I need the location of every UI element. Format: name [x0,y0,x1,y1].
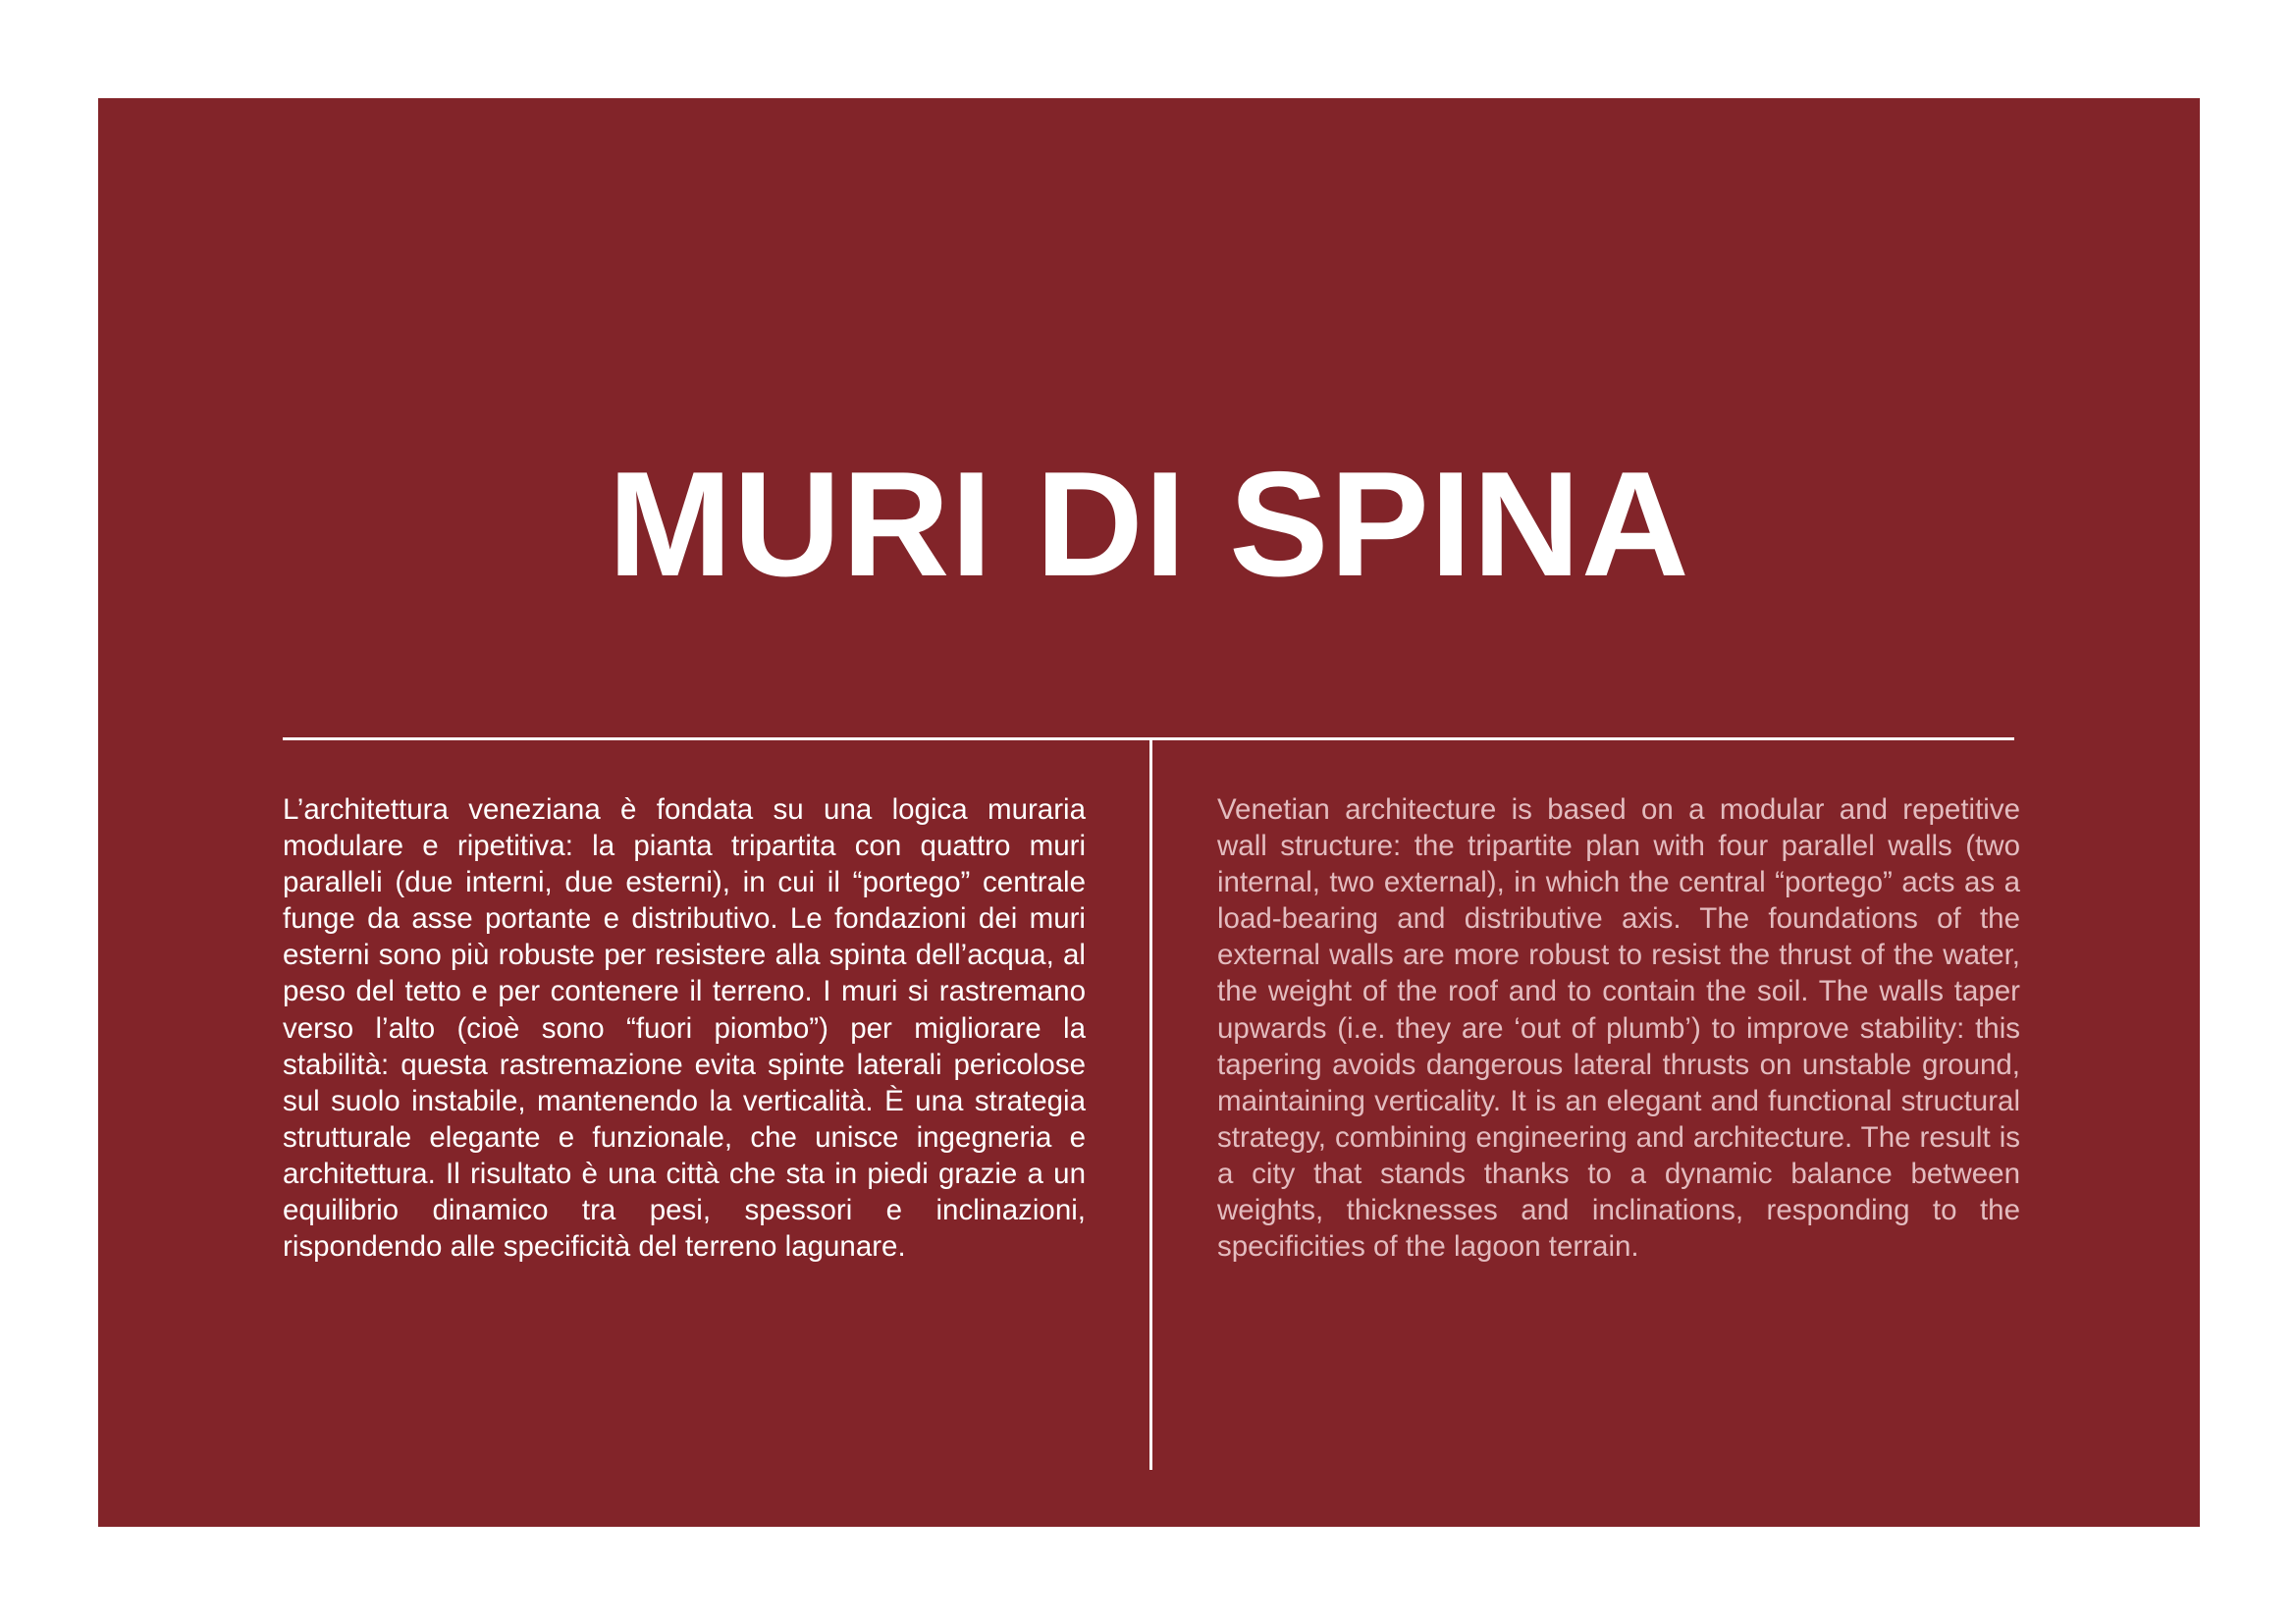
vertical-divider [1149,737,1152,1470]
english-text-column: Venetian architecture is based on a modular and repetitive wall structure: the tripartite plan with four parallel walls (two internal, two external), in which the central “portego” acts as a load-bearing and distributive axis. The foundations of the external walls are more robust to resist the thrust of the water, the weight of the roof and to contain the soil. The walls taper upwards (i.e. they are ‘out of plumb’) to improve stability: this tapering avoids dangerous lateral thrusts on unstable ground, maintaining verticality. It is an elegant and functional structural strategy, combining engineering and architecture. The result is a city that stands thanks to a dynamic balance between weights, thicknesses and inclinations, responding to the specificities of the lagoon terrain. [1217,793,2020,1264]
page-title: MURI DI SPINA [608,441,1690,608]
italian-text-column: L’architettura veneziana è fondata su una logica muraria modulare e ripetitiva: la pianta tripartita con quattro muri paralleli (due interni, due esterni), in cui il “portego” centrale funge da asse portante e distributivo. Le fondazioni dei muri esterni sono più robuste per resistere alla spinta dell’acqua, al peso del tetto e per contenere il terreno. I muri si rastremano verso l’alto (cioè sono “fuori piombo”) per migliorare la stabilità: questa rastremazione evita spinte laterali pericolose sul suolo instabile, mantenendo la verticalità. È una strategia strutturale elegante e funzionale, che unisce ingegneria e architettura. Il risultato è una città che sta in piedi grazie a un equilibrio dinamico tra pesi, spessori e inclinazioni, rispondendo alle specificità del terreno lagunare. [283,793,1086,1264]
horizontal-divider [283,737,2014,740]
content-panel [98,98,2200,1527]
